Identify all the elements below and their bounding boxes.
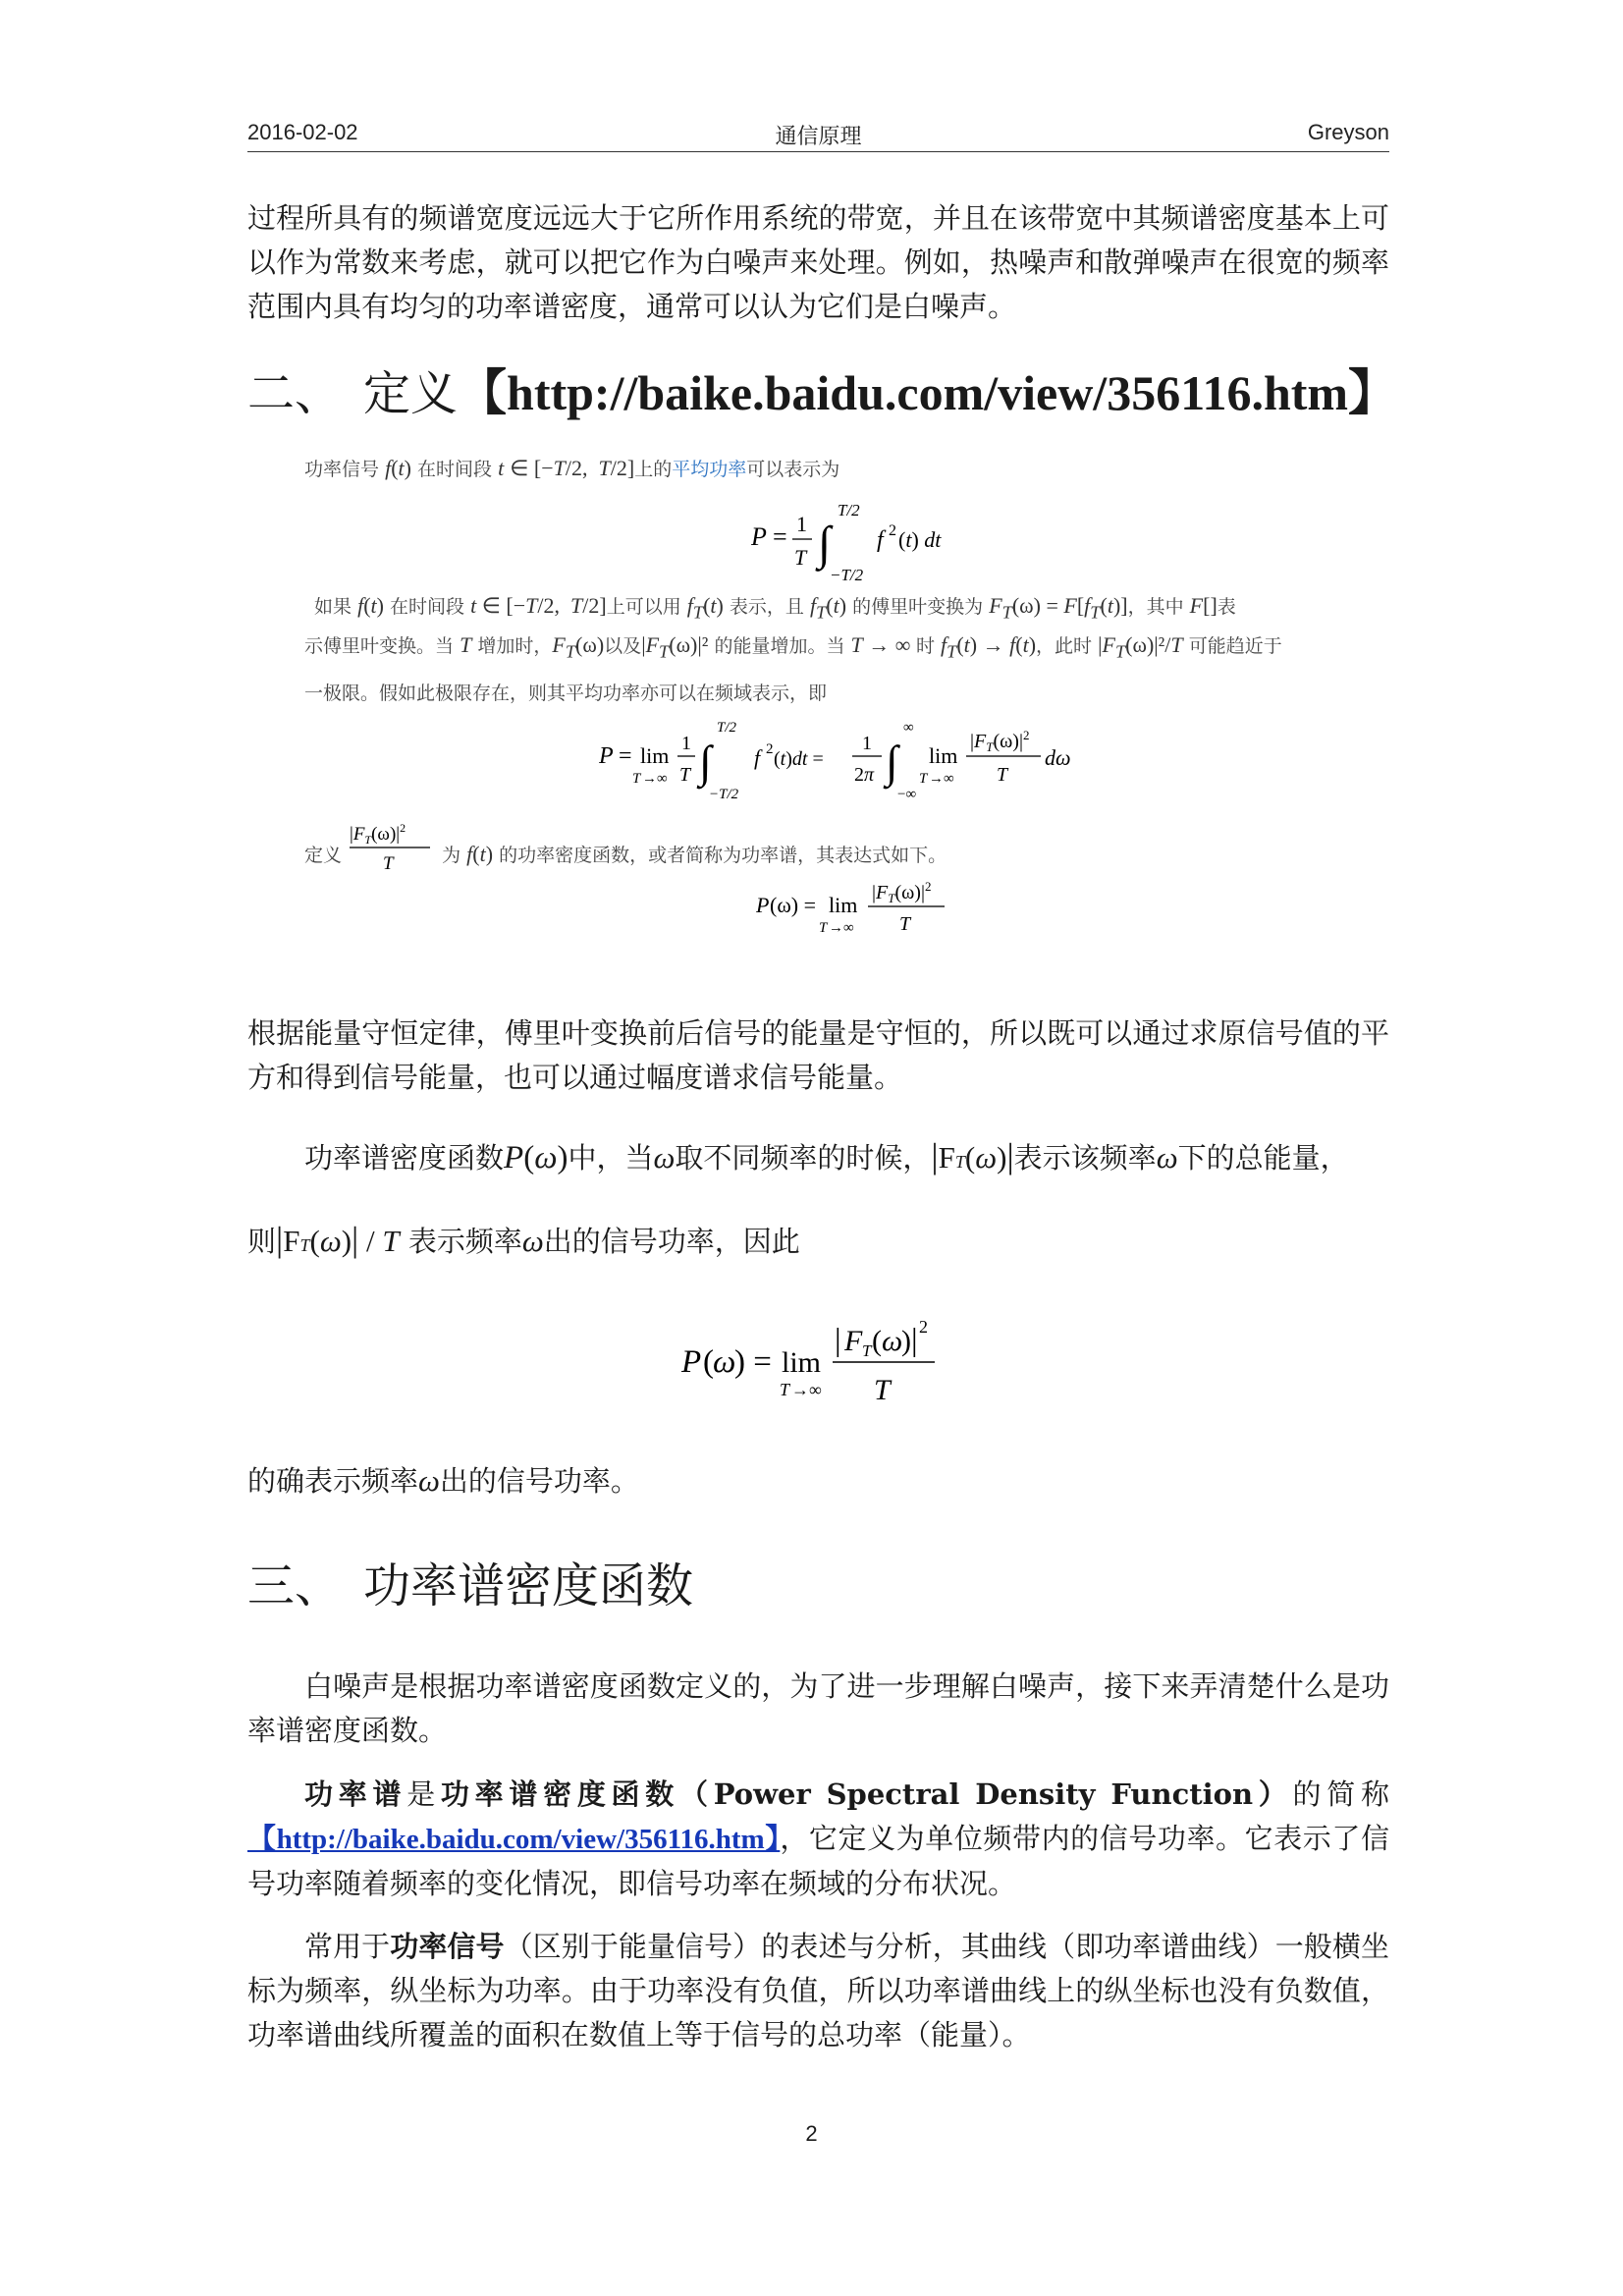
figure-line-1: 功率信号 f(t) 在时间段 t ∈ [−T/2, T/2]上的平均功率可以表示为: [304, 456, 840, 480]
svg-text:ω: ω: [713, 1344, 736, 1380]
psd-meaning-paragraph: 功率谱密度函数P(ω)中，当ω取不同频率的时候，|FT(ω)|表示该频率ω下的总能量，: [304, 1136, 1349, 1175]
svg-text:→∞: →∞: [642, 771, 668, 787]
svg-text:): ): [901, 1325, 911, 1357]
svg-text:=: =: [619, 743, 632, 769]
power-over-t-paragraph: 则|FT(ω)| / T 表示频率ω出的信号功率，因此: [247, 1220, 800, 1259]
svg-text:∫: ∫: [818, 518, 832, 570]
svg-text:f: f: [877, 527, 884, 553]
svg-text:lim: lim: [929, 743, 958, 768]
svg-text:|FT(ω)|2: $|F_T(\omega)|^2$: [970, 728, 1030, 754]
svg-text:−T/2: −T/2: [830, 566, 864, 582]
svg-text:T: T: [997, 764, 1008, 786]
svg-text:2: 2: [766, 741, 774, 757]
svg-text:) =: ) =: [734, 1344, 772, 1380]
svg-text:→∞: →∞: [791, 1380, 822, 1399]
page-header: [247, 116, 1389, 152]
svg-text:→∞: →∞: [829, 920, 854, 936]
svg-text:T: T: [819, 920, 828, 936]
svg-text:1: 1: [862, 733, 872, 754]
section-2-number: 二、: [247, 366, 343, 421]
definition-figure: [304, 447, 1375, 953]
svg-text:−∞: −∞: [897, 787, 917, 802]
svg-text:T: T: [899, 913, 911, 935]
svg-text:1: 1: [796, 512, 807, 536]
svg-text:∞: ∞: [903, 720, 914, 736]
equation-parseval-power: [599, 712, 1109, 806]
section-2-title: 定义: [363, 366, 459, 421]
baike-link[interactable]: 【http://baike.baidu.com/view/356116.htm】: [247, 1824, 781, 1855]
svg-text:T: T: [632, 771, 641, 787]
svg-text:→∞: →∞: [929, 771, 954, 787]
equation-psd-definition: [756, 879, 992, 950]
svg-text:|: |: [835, 1323, 841, 1358]
svg-text:P: P: [599, 743, 614, 769]
section-3-title: 功率谱密度函数: [363, 1558, 694, 1613]
svg-text:2: 2: [889, 522, 896, 539]
svg-text:2: 2: [919, 1317, 928, 1337]
svg-text:ω: ω: [882, 1325, 903, 1357]
svg-text:dω: dω: [1045, 745, 1071, 770]
svg-text:|FT(ω)|2: $|F_T(\omega)|^2$: [872, 879, 932, 905]
figure-line-3: 示傅里叶变换。当 T 增加时，$F_T(\omega)$以及$|F_T(\omega)|^2$ 的能量增加。当 T → ∞ 时 $f_T(t) \to f(t)$，此时 $|F_T(\omega)|^2/T$ 可能趋近于: [304, 632, 1282, 662]
svg-text:lim: lim: [640, 743, 670, 768]
svg-text:T: T: [383, 853, 394, 874]
energy-conservation-paragraph: 根据能量守恒定律，傅里叶变换前后信号的能量是守恒的，所以既可以通过求原信号值的平方和得到信号能量，也可以通过幅度谱求信号能量。: [247, 1016, 1389, 1094]
svg-text:P: P: [756, 893, 770, 917]
section-2-link[interactable]: 【http://baike.baidu.com/view/356116.htm】: [458, 365, 1398, 420]
indeed-paragraph: 的确表示频率ω出的信号功率。: [247, 1463, 639, 1498]
svg-text:(ω) =: (ω) =: [770, 893, 817, 917]
svg-text:T: T: [794, 545, 807, 570]
svg-text:T: T: [780, 1380, 790, 1399]
svg-text:lim: lim: [829, 893, 858, 917]
page-number: 2: [805, 2121, 818, 2146]
section-3-number: 三、: [247, 1558, 343, 1613]
svg-text:T: T: [862, 1341, 872, 1360]
psd-definition-paragraph: 功率谱是功率谱密度函数（Power Spectral Density Function）的简称【http://baike.baidu.com/view/356116.htm】，它定义为单位频带内的信号功率。它表示了信号功率随着频率的变化情况，即信号功率在频域的分布状况。: [247, 1777, 1389, 1900]
equation-psd-main: [677, 1311, 962, 1419]
white-noise-paragraph: 白噪声是根据功率谱密度函数定义的，为了进一步理解白噪声，接下来弄清楚什么是功率谱密度函数。: [247, 1669, 1389, 1747]
svg-text:(t) dt: (t) dt: [898, 527, 942, 552]
svg-text:2π: 2π: [854, 764, 875, 786]
svg-text:T/2: T/2: [717, 720, 737, 736]
svg-text:f: f: [754, 745, 761, 770]
header-author: Greyson: [1307, 120, 1389, 144]
header-date: 2016-02-02: [247, 120, 358, 144]
svg-text:T: T: [874, 1374, 891, 1406]
svg-text:1: 1: [681, 733, 691, 754]
average-power-link[interactable]: 平均功率: [672, 459, 747, 480]
svg-text:(: (: [703, 1344, 714, 1380]
svg-text:T: T: [679, 764, 691, 786]
svg-text:∫: ∫: [886, 737, 898, 787]
figure-line-5: 定义 $|F_T(\omega)|^2$ T 为 f(t) 的功率密度函数，或者简称为功率谱，其表达式如下。: [304, 821, 947, 874]
svg-text:T/2: T/2: [838, 501, 860, 519]
section-2-heading: [247, 363, 1426, 423]
svg-text:T: T: [919, 771, 928, 787]
figure-line-2: 如果 f(t) 在时间段 t ∈ [−T/2, T/2]上可以用 $f_T(t)$ 表示，且 $f_T(t)$ 的傅里叶变换为 $F_T(\omega) = F[f_T(t)]$，其中 F[]表: [314, 593, 1236, 623]
header-title: 通信原理: [775, 124, 862, 148]
svg-text:|FT(ω)|2: $|F_T(\omega)|^2$: [350, 821, 406, 847]
svg-text:∫: ∫: [699, 737, 712, 787]
svg-text:−T/2: −T/2: [709, 787, 739, 802]
svg-text:P: P: [681, 1344, 702, 1380]
equation-average-power: [751, 494, 987, 582]
fraction-ft-squared-over-t: [348, 820, 436, 875]
section-3-heading: [247, 1557, 1426, 1615]
figure-line-4: 一极限。假如此极限存在，则其平均功率亦可以在频域表示，即: [304, 683, 828, 704]
svg-text:|: |: [911, 1323, 918, 1358]
svg-text:=: =: [773, 522, 787, 551]
svg-text:(: (: [872, 1325, 882, 1357]
svg-text:P: P: [751, 522, 767, 551]
svg-text:lim: lim: [782, 1346, 822, 1379]
usage-paragraph: 常用于功率信号（区别于能量信号）的表述与分析，其曲线（即功率谱曲线）一般横坐标为频率，纵坐标为功率。由于功率没有负值，所以功率谱曲线上的纵坐标也没有负数值，功率谱曲线所覆盖的面积在数值上等于信号的总功率（能量）。: [247, 1930, 1389, 2051]
svg-text:(t)dt =: (t)dt =: [774, 748, 824, 770]
intro-paragraph: 过程所具有的频谱宽度远远大于它所作用系统的带宽，并且在该带宽中其频谱密度基本上可以作为常数来考虑，就可以把它作为白噪声来处理。例如，热噪声和散弹噪声在很宽的频率范围内具有均匀的功率谱密度，通常可以认为它们是白噪声。: [247, 201, 1389, 323]
svg-text:F: F: [844, 1325, 863, 1357]
